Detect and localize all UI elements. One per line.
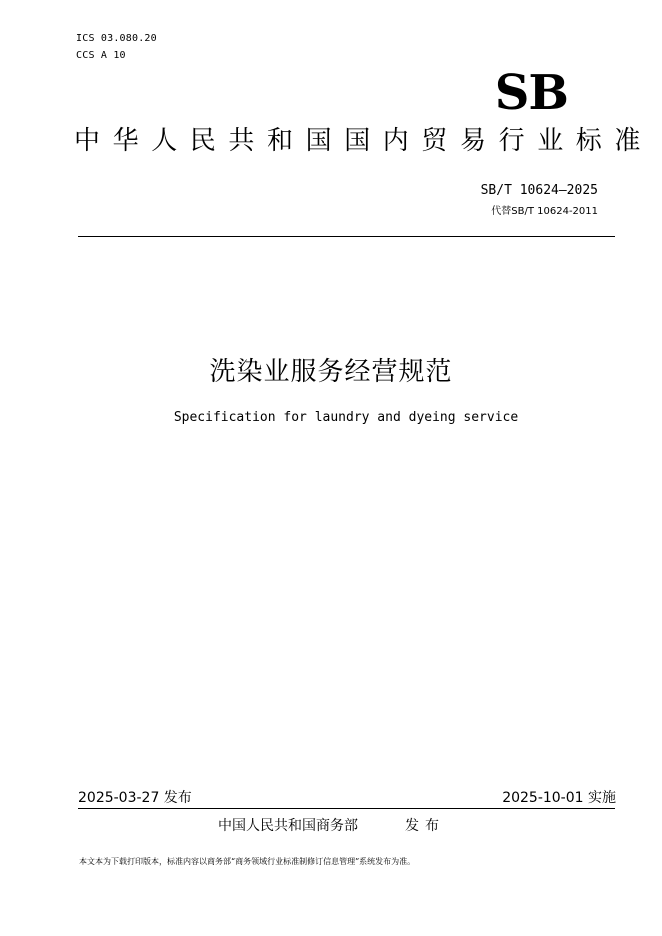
document-title-chinese: 洗染业服务经营规范 bbox=[209, 357, 453, 387]
bottom-divider bbox=[78, 808, 615, 809]
issue-date: 2025-03-27 发布 bbox=[78, 790, 192, 806]
download-footnote: 本文本为下载打印版本，标准内容以商务部“商务领域行业标准制修订信息管理”系统发布为准。 bbox=[79, 857, 416, 866]
publish-label: 发布 bbox=[405, 818, 445, 834]
implementation-date: 2025-10-01 实施 bbox=[502, 790, 616, 806]
top-divider bbox=[78, 236, 615, 237]
document-title-english: Specification for laundry and dyeing service bbox=[173, 410, 519, 425]
publisher-name: 中国人民共和国商务部 bbox=[218, 818, 358, 834]
organization-title: 中华人民共和国国内贸易行业标准 bbox=[74, 126, 654, 156]
replaces-standard: 代替SB/T 10624-2011 bbox=[491, 206, 598, 217]
sb-logo: SB bbox=[494, 65, 568, 121]
standard-number: SB/T 10624—2025 bbox=[480, 183, 598, 198]
ics-code: ICS 03.080.20 bbox=[76, 33, 157, 44]
ccs-code: CCS A 10 bbox=[76, 50, 126, 61]
